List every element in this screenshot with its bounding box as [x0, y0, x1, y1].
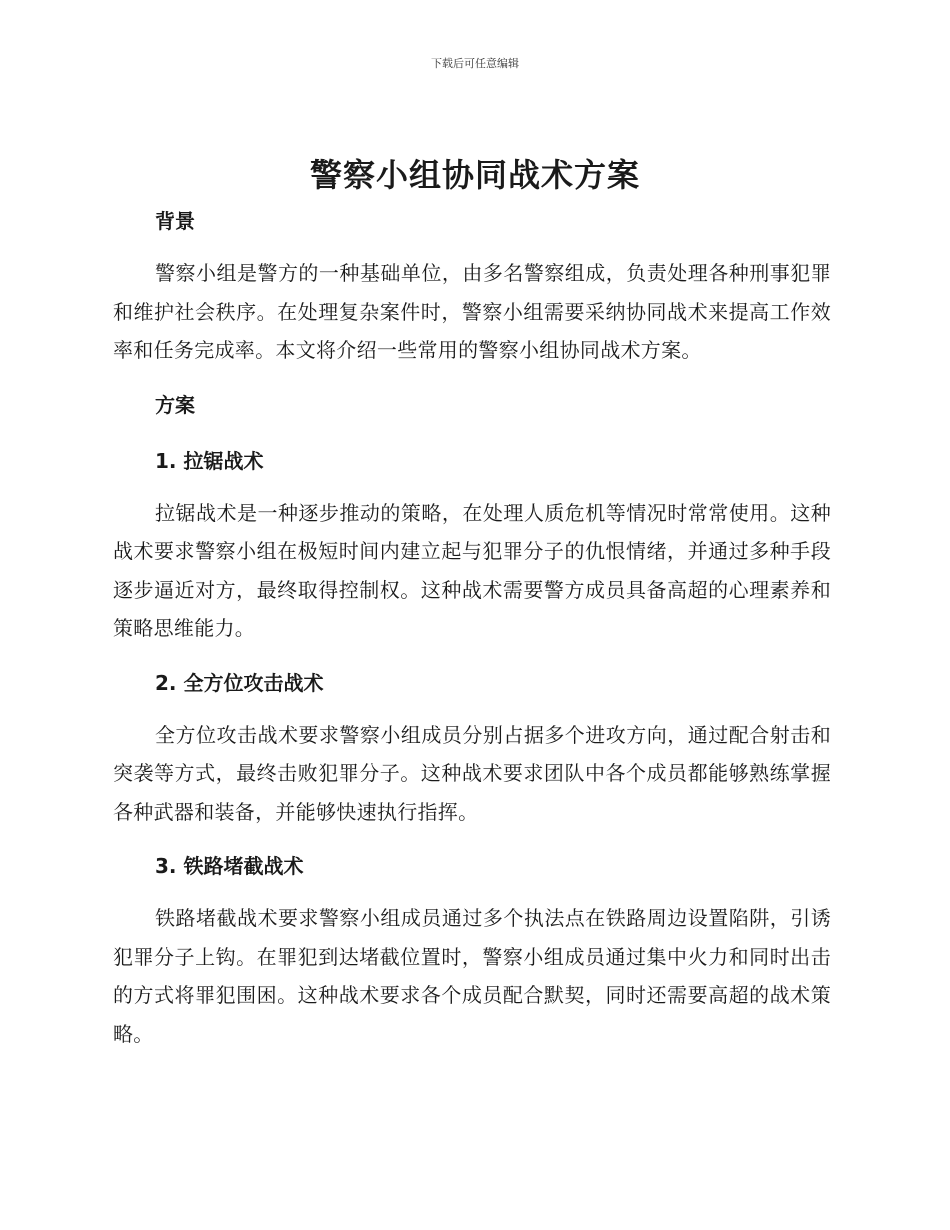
header-note: 下载后可任意编辑: [431, 57, 519, 70]
document-title: 警察小组协同战术方案: [309, 156, 640, 194]
paragraph-tactic-1: 拉锯战术是一种逐步推动的策略，在处理人质危机等情况时常常使用。这种战术要求警察小组在极短时间内建立起与犯罪分子的仇恨情绪，并通过多种手段逐步逼近对方，最终取得控制权。这种战术需要警方成员具备高超的心理素养和策略思维能力。: [113, 500, 831, 640]
paragraph-tactic-2: 全方位攻击战术要求警察小组成员分别占据多个进攻方向，通过配合射击和突袭等方式，最终击败犯罪分子。这种战术要求团队中各个成员都能够熟练掌握各种武器和装备，并能够快速执行指挥。: [113, 722, 831, 824]
paragraph-background: 警察小组是警方的一种基础单位，由多名警察组成，负责处理各种刑事犯罪和维护社会秩序。在处理复杂案件时，警察小组需要采纳协同战术来提高工作效率和任务完成率。本文将介绍一些常用的警察小组协同战术方案。: [113, 261, 831, 362]
paragraph-tactic-3: 铁路堵截战术要求警察小组成员通过多个执法点在铁路周边设置陷阱，引诱犯罪分子上钩。在罪犯到达堵截位置时，警察小组成员通过集中火力和同时出击的方式将罪犯围困。这种战术要求各个成员配合默契，同时还需要高超的战术策略。: [113, 906, 831, 1046]
section-heading-plan: 方案: [155, 392, 195, 417]
section-heading-tactic-2: 2. 全方位攻击战术: [155, 670, 324, 695]
section-heading-tactic-3: 3. 铁路堵截战术: [155, 854, 304, 878]
section-heading-background: 背景: [155, 209, 195, 233]
document-body: [113, 200, 831, 1053]
section-heading-tactic-1: 1. 拉锯战术: [155, 448, 264, 473]
